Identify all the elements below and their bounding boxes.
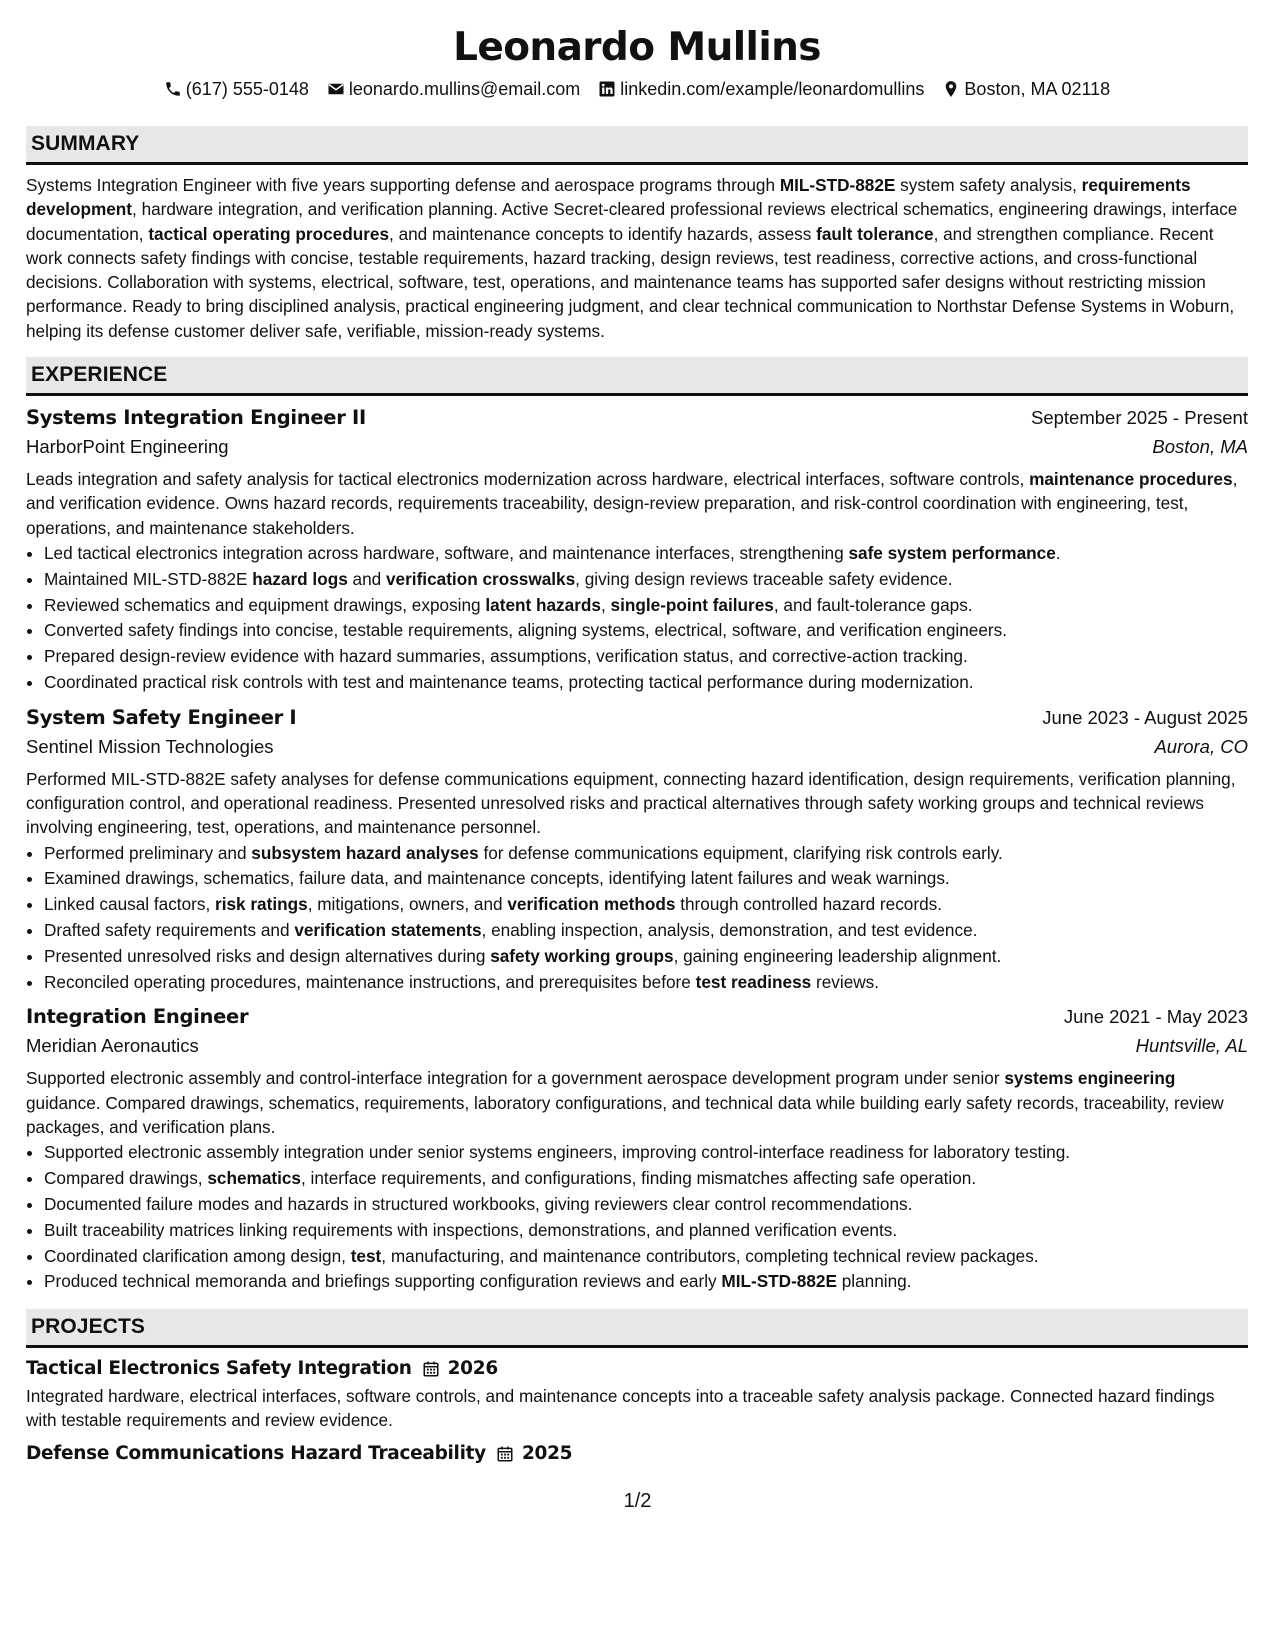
emphasis-text: systems engineering — [1004, 1068, 1176, 1089]
project-description: Integrated hardware, electrical interfaces, software controls, and maintenance concepts into a traceable safety analysis package. Connected hazard findings with testable requirements and review evidence. — [26, 1386, 1215, 1431]
job-dates: June 2021 - May 2023 — [1063, 1006, 1248, 1028]
emphasis-text: MIL-STD-882E — [779, 175, 896, 195]
text-segment: Reconciled operating procedures, maintenance instructions, and prerequisites before — [44, 971, 696, 992]
emphasis-text: subsystem hazard analyses — [251, 842, 479, 863]
project-year: 2025 — [521, 1442, 573, 1464]
job-header-row — [26, 404, 1248, 432]
contact-linkedin[interactable] — [598, 76, 924, 102]
text-segment: Coordinated practical risk controls with test and maintenance teams, protecting tactical performance during modernization. — [44, 671, 974, 692]
emphasis-text: maintenance procedures — [1029, 469, 1233, 490]
project-date — [496, 1440, 572, 1468]
project-entry — [26, 1355, 1248, 1433]
text-segment: , — [600, 594, 611, 615]
text-segment: for defense communications equipment, clarifying risk controls early. — [478, 842, 1003, 863]
text-segment: Converted safety findings into concise, testable requirements, aligning systems, electrical, software, and verification engineers. — [44, 620, 1007, 641]
job-location: Huntsville, AL — [1135, 1035, 1248, 1057]
job-company: HarborPoint Engineering — [26, 436, 229, 458]
emphasis-text: hazard logs — [252, 568, 348, 589]
envelope-icon — [327, 80, 345, 98]
text-segment: Supported electronic assembly integration under senior systems engineers, improving control-interface readiness for laboratory testing. — [44, 1142, 1071, 1163]
bullet-item — [44, 918, 1248, 944]
bullet-item — [44, 644, 1248, 670]
job-location: Boston, MA — [1152, 436, 1248, 458]
bullet-item — [44, 944, 1248, 970]
contact-email[interactable] — [327, 76, 580, 102]
bullet-item — [44, 892, 1248, 918]
emphasis-text: requirements development — [26, 175, 1191, 220]
bullet-item — [44, 567, 1248, 593]
text-segment: Produced technical memoranda and briefings supporting configuration reviews and early — [44, 1271, 722, 1292]
project-header — [26, 1355, 1248, 1383]
text-segment: , hardware integration, and verification planning. Active Secret-cleared professional reviews electrical schematics, engineering drawings, interface documentation, — [26, 199, 1238, 244]
bullet-item — [44, 1218, 1248, 1244]
text-segment: Examined drawings, schematics, failure data, and maintenance concepts, identifying latent failures and weak warnings. — [44, 868, 950, 889]
text-segment: , interface requirements, and configurations, finding mismatches affecting safe operation. — [301, 1168, 977, 1189]
job-entry — [26, 704, 1248, 996]
bullet-item — [44, 1140, 1248, 1166]
job-entry — [26, 1003, 1248, 1295]
bullet-item — [44, 1244, 1248, 1270]
phone-icon — [164, 80, 182, 98]
emphasis-text: verification statements — [294, 920, 482, 941]
contact-row — [26, 76, 1248, 102]
calendar-icon — [422, 1360, 440, 1378]
text-segment: Presented unresolved risks and design alternatives during — [44, 945, 491, 966]
text-segment: Systems Integration Engineer with five years supporting defense and aerospace programs through — [26, 175, 780, 195]
contact-location — [942, 76, 1110, 102]
bullet-item — [44, 541, 1248, 567]
job-bullets — [26, 841, 1248, 996]
projects-heading: PROJECTS — [26, 1309, 1248, 1348]
job-company-row — [26, 1031, 1248, 1061]
map-pin-icon — [942, 80, 960, 98]
job-dates: September 2025 - Present — [1031, 407, 1248, 429]
text-segment: Built traceability matrices linking requirements with inspections, demonstrations, and planned verification events. — [44, 1219, 898, 1240]
bullet-item — [44, 866, 1248, 892]
project-year: 2026 — [447, 1358, 498, 1380]
bullet-item — [44, 1269, 1248, 1295]
job-company: Meridian Aeronautics — [26, 1035, 199, 1057]
job-dates: June 2023 - August 2025 — [1042, 706, 1248, 728]
text-segment: , manufacturing, and maintenance contributors, completing technical review packages. — [381, 1245, 1039, 1266]
contact-phone[interactable] — [164, 76, 309, 102]
job-location: Aurora, CO — [1154, 735, 1248, 757]
phone-text: (617) 555-0148 — [185, 79, 309, 99]
experience-heading: EXPERIENCE — [26, 357, 1248, 396]
text-segment: guidance. Compared drawings, schematics, requirements, laboratory configurations, and technical data while building early safety records, traceability, review packages, and verification plans. — [26, 1092, 1224, 1138]
project-title: Defense Communications Hazard Traceability — [26, 1442, 486, 1464]
location-text: Boston, MA 02118 — [964, 79, 1111, 99]
bullet-item — [44, 593, 1248, 619]
projects-list — [26, 1355, 1248, 1468]
candidate-name: Leonardo Mullins — [453, 25, 821, 70]
emphasis-text: fault tolerance — [816, 223, 934, 244]
text-segment: , gaining engineering leadership alignment. — [673, 945, 1002, 966]
job-header-row — [26, 704, 1248, 732]
job-description — [26, 467, 1248, 540]
emphasis-text: safety working groups — [490, 945, 674, 966]
email-text: leonardo.mullins@email.com — [348, 79, 581, 99]
text-segment: reviews. — [811, 971, 880, 992]
text-segment: Linked causal factors, — [44, 894, 216, 915]
linkedin-text: linkedin.com/example/leonardomullins — [620, 79, 925, 99]
text-segment: , giving design reviews traceable safety evidence. — [575, 568, 953, 589]
text-segment: , enabling inspection, analysis, demonstration, and test evidence. — [481, 920, 978, 941]
emphasis-text: risk ratings — [215, 894, 308, 915]
text-segment: Maintained MIL-STD-882E — [44, 568, 253, 589]
calendar-icon — [496, 1445, 514, 1463]
project-entry — [26, 1440, 1248, 1468]
job-title: Systems Integration Engineer II — [26, 406, 366, 430]
bullet-item — [44, 841, 1248, 867]
job-company-row — [26, 732, 1248, 762]
text-segment: Performed MIL-STD-882E safety analyses for defense communications equipment, connecting hazard identification, design requirements, verification planning, configuration control, and operational readiness. Presented unresolved risks and practical alternatives through safety working groups and technical reviews involving engineering, test, operations, and maintenance personnel. — [26, 768, 1236, 838]
job-description — [26, 1066, 1248, 1139]
emphasis-text: schematics — [207, 1168, 301, 1189]
summary-text — [26, 173, 1248, 343]
text-segment: Prepared design-review evidence with hazard summaries, assumptions, verification status, and corrective-action tracking. — [44, 646, 968, 667]
text-segment: planning. — [836, 1271, 912, 1292]
project-header — [26, 1440, 1248, 1468]
job-title: System Safety Engineer I — [26, 705, 297, 729]
text-segment: , and strengthen compliance. Recent work connects safety findings with concise, testable requirements, hazard tracking, design reviews, test readiness, corrective actions, and cross-functional decisions. Collaboration with systems, electrical, software, test, operations, and maintenance teams has supported safer designs without restricting mission performance. Ready to bring disciplined analysis, practical engineering judgment, and clear technical communication to Northstar Defense Systems in Woburn, helping its defense customer deliver safe, verifiable, mission-ready systems. — [26, 223, 1235, 341]
job-header-row — [26, 1003, 1248, 1031]
text-segment: , and maintenance concepts to identify hazards, assess — [389, 223, 817, 244]
emphasis-text: test readiness — [695, 971, 812, 992]
text-segment: Supported electronic assembly and control-interface integration for a government aerospace development program under senior — [26, 1068, 1005, 1089]
text-segment: Leads integration and safety analysis for tactical electronics modernization across hardware, electrical interfaces, software controls, — [26, 469, 1030, 490]
text-segment: , and fault-tolerance gaps. — [773, 594, 973, 615]
summary-heading: SUMMARY — [26, 126, 1248, 165]
job-description — [26, 767, 1248, 840]
emphasis-text: verification crosswalks — [386, 568, 576, 589]
experience-list — [26, 404, 1248, 1295]
bullet-item — [44, 970, 1248, 996]
job-company-row — [26, 432, 1248, 462]
emphasis-text: verification methods — [507, 894, 676, 915]
emphasis-text: test — [350, 1245, 382, 1266]
job-title: Integration Engineer — [26, 1005, 249, 1029]
text-segment: , mitigations, owners, and — [307, 894, 508, 915]
emphasis-text: safe system performance — [848, 542, 1056, 563]
bullet-item — [44, 1166, 1248, 1192]
text-segment: , and verification evidence. Owns hazard records, requirements traceability, design-review preparation, and risk-control coordination with engineering, test, operations, and maintenance stakeholders. — [26, 469, 1238, 538]
text-segment: and — [347, 568, 386, 589]
emphasis-text: tactical operating procedures — [148, 223, 390, 244]
job-entry — [26, 404, 1248, 696]
bullet-item — [44, 618, 1248, 644]
bullet-item — [44, 1192, 1248, 1218]
emphasis-text: single-point failures — [610, 594, 774, 615]
text-segment: Led tactical electronics integration across hardware, software, and maintenance interfaces, strengthening — [44, 542, 849, 563]
text-segment: Reviewed schematics and equipment drawings, exposing — [44, 594, 486, 615]
text-segment: Drafted safety requirements and — [44, 920, 295, 941]
page-number: 1/2 — [623, 1490, 652, 1512]
project-date — [422, 1355, 498, 1383]
linkedin-icon — [598, 80, 616, 98]
bullet-item — [44, 670, 1248, 696]
text-segment: Performed preliminary and — [44, 842, 252, 863]
job-company: Sentinel Mission Technologies — [26, 735, 274, 757]
emphasis-text: latent hazards — [485, 594, 601, 615]
emphasis-text: MIL-STD-882E — [721, 1271, 837, 1292]
text-segment: Compared drawings, — [44, 1168, 208, 1189]
text-segment: through controlled hazard records. — [675, 894, 943, 915]
job-bullets — [26, 1140, 1248, 1295]
text-segment: . — [1055, 542, 1061, 563]
job-bullets — [26, 541, 1248, 696]
text-segment: system safety analysis, — [895, 175, 1082, 195]
text-segment: Documented failure modes and hazards in structured workbooks, giving reviewers clear control recommendations. — [44, 1193, 913, 1214]
text-segment: Coordinated clarification among design, — [44, 1245, 351, 1266]
project-title: Tactical Electronics Safety Integration — [26, 1358, 412, 1380]
